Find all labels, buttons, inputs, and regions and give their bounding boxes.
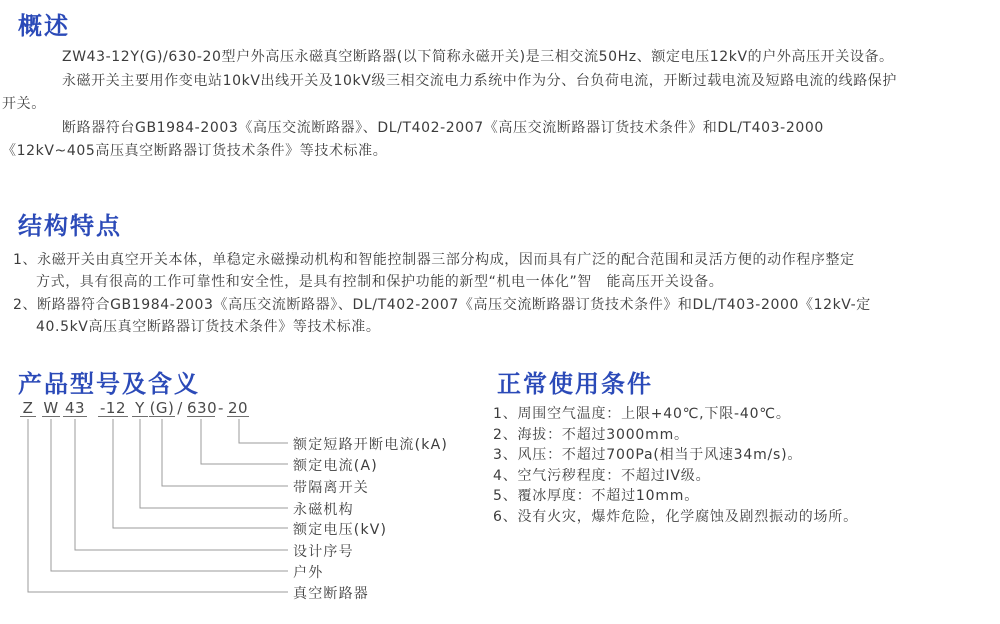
overview-line: 永磁开关主要用作变电站10kV出线开关及10kV级三相交流电力系统中作为分、台负荷电流，开断过载电流及短路电流的线路保护	[62, 72, 897, 89]
condition-item: 6、没有火灾，爆炸危险，化学腐蚀及剧烈振动的场所。	[493, 508, 858, 525]
model-label: 真空断路器	[293, 586, 369, 602]
model-label: 额定短路开断电流(kA)	[293, 437, 449, 453]
model-part: (G)	[149, 399, 175, 417]
condition-item: 4、空气污秽程度：不超过IV级。	[493, 467, 711, 484]
connector-line	[201, 419, 288, 464]
feature-line: 40.5kV高压真空断路器订货技术条件》等技术标准。	[36, 318, 381, 335]
model-label: 永磁机构	[293, 502, 354, 518]
condition-item: 3、风压：不超过700Pa(相当于风速34m/s)。	[493, 447, 803, 464]
model-label: 额定电压(kV)	[293, 522, 388, 538]
model-part: /	[177, 399, 183, 417]
condition-item: 5、覆冰厚度：不超过10mm。	[493, 488, 699, 505]
model-part: -12	[100, 399, 126, 417]
model-part: W	[43, 399, 59, 417]
overview-line: 开关。	[2, 96, 46, 112]
section-title-model: 产品型号及含义	[18, 370, 200, 398]
feature-line: 1、永磁开关由真空开关本体，单稳定永磁操动机构和智能控制器三部分构成，因而具有广泛的配合范围和灵活方便的动作程序整定	[13, 252, 855, 268]
model-label: 额定电流(A)	[293, 458, 378, 474]
connector-line	[28, 419, 288, 592]
connector-line	[162, 419, 288, 486]
connector-line	[75, 419, 288, 550]
connector-line	[239, 419, 288, 443]
model-label: 设计序号	[293, 544, 354, 560]
features-list	[13, 249, 998, 338]
model-label: 带隔离开关	[293, 480, 369, 496]
model-part: Z	[20, 399, 36, 417]
condition-item: 2、海拔：不超过3000mm。	[493, 426, 689, 443]
model-part: Y	[132, 399, 148, 417]
model-part: -	[218, 399, 224, 417]
model-connector-lines	[0, 396, 490, 624]
model-part: 20	[227, 399, 249, 417]
model-label: 户外	[293, 565, 324, 581]
conditions-list	[493, 404, 998, 528]
model-part: 43	[64, 399, 86, 417]
model-part: 630	[187, 399, 218, 417]
section-title-features: 结构特点	[18, 212, 122, 240]
section-title-overview: 概述	[18, 12, 70, 40]
overview-paragraphs	[2, 46, 998, 164]
feature-line: 方式，具有很高的工作可靠性和安全性，是具有控制和保护功能的新型“机电一体化”智 能高压开关设备。	[36, 274, 724, 291]
connector-line	[51, 419, 288, 571]
condition-item: 1、周围空气温度：上限+40℃,下限-40℃。	[493, 406, 791, 422]
section-title-conditions: 正常使用条件	[497, 370, 653, 398]
overview-line: 《12kV~405高压真空断路器订货技术条件》等技术标准。	[2, 143, 388, 159]
overview-line: ZW43-12Y(G)/630-20型户外高压永磁真空断路器(以下简称永磁开关)是三相交流50Hz、额定电压12kV的户外高压开关设备。	[62, 49, 894, 65]
model-designation-diagram	[0, 396, 490, 624]
overview-line: 断路器符台GB1984-2003《高压交流断路器》、DL/T402-2007《高压交流断路器订货技术条件》和DL/T403-2000	[62, 119, 824, 136]
feature-line: 2、断路器符合GB1984-2003《高压交流断路器》、DL/T402-2007《高压交流断路器订货技术条件》和DL/T403-2000《12kV-定	[13, 296, 871, 313]
